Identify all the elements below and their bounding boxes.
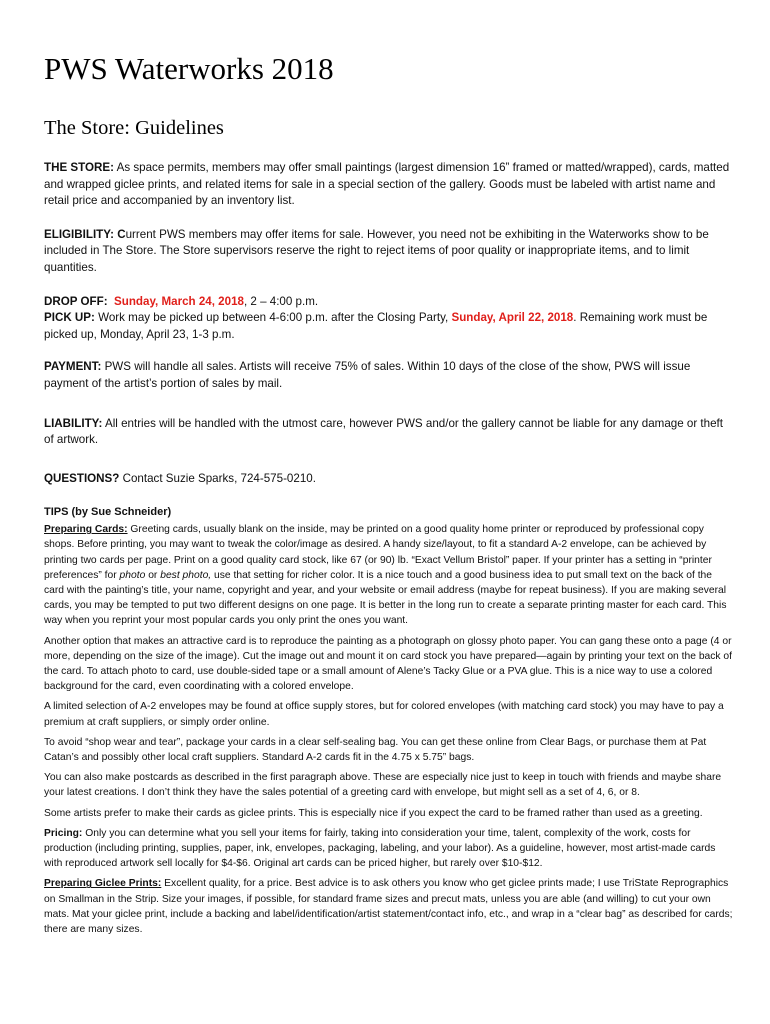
pickup-paragraph (44, 310, 734, 343)
pricing-text: Only you can determine what you sell your items for fairly, taking into consideration your time, talent, complexity of the work, costs for production (including printing, supplies, paper, ink, envelopes, packaging, labeling, and your labor). As a guideline, however, most artist-made cards with reproduced artwork sell locally for $4-$6. Original art cards can be priced higher, but rarely over $10-$12. (44, 827, 716, 870)
store-text: As space permits, members may offer small paintings (largest dimension 16” framed or matted/wrapped), cards, matted and wrapped giclee prints, and related items for sale in a special section of the gallery. Goods must be labeled with artist name and retail price and accompanied by an inventory list. (44, 161, 730, 208)
or-text: or (145, 569, 161, 581)
preparing-cards-text-2: use that setting for richer color. It is a nice touch and a good business idea to put small text on the back of the card with the painting’s title, your name, copyright and year, and your website or email address (maybe for repeat business). If you are making several cards, you may be tempted to put two different designs on one page. It is better in the long run to create a separate printing master for each card. This way when you reprint your most popular cards you only print the ones you want. (44, 569, 727, 627)
eligibility-text: urrent PWS members may offer items for sale. However, you need not be exhibiting in the Waterworks show to be included in The Store. The Store supervisors reserve the right to reject items of poor quality or inappropriate items, and to limit quantities. (44, 227, 709, 274)
postcards-paragraph: You can also make postcards as described in the first paragraph above. These are especially nice just to keep in touch with friends and maybe share your latest creations. I don’t think they have the sales potential of a greeting card with envelope, but might sell as a set of 4, 6, or 8. (44, 772, 722, 799)
best-photo-emphasis: best photo, (160, 569, 212, 581)
pickup-text-2: . Remaining work must be picked up, Monday, April 23, 1-3 p.m. (44, 311, 708, 341)
dropoff-time: , 2 – 4:00 p.m. (243, 294, 319, 308)
dropoff-label: DROP OFF: (44, 294, 108, 308)
preparing-cards-label: Preparing Cards: (44, 524, 128, 536)
shop-wear-paragraph: To avoid “shop wear and tear”, package your cards in a clear self-sealing bag. You can get these online from Clear Bags, or purchase them at Pat Catan’s and possibly other local craft suppliers. Standard A-2 cards fit in the 4.75 x 5.75” bags. (44, 736, 707, 764)
photo-emphasis: photo (119, 569, 146, 581)
questions-label: QUESTIONS? (44, 471, 120, 485)
store-label: THE STORE: (44, 161, 114, 174)
pricing-label: Pricing: (44, 827, 83, 839)
pricing-paragraph (44, 826, 734, 872)
preparing-cards-paragraph (44, 522, 734, 628)
liability-text: All entries will be handled with the utmost care, however PWS and/or the gallery cannot be liable for any damage or theft of artwork. (44, 416, 723, 447)
giclee-prints-paragraph (44, 876, 734, 937)
giclee-prints-text: Excellent quality, for a price. Best advice is to ask others you know who get giclee prints made; I use TriState Reprographics on Smallman in the Strip. Size your images, if possible, for standard frame sizes and precut mats, unless you are able (and willing) to cut your own mats. Mat your giclee print, include a backing and label/identification/artist statement/contact info, etc., and wrap in a “clear bag” as described for cards; there are many sizes. (44, 878, 733, 936)
liability-paragraph (44, 416, 734, 449)
giclee-prints-label: Preparing Giclee Prints: (44, 878, 162, 890)
document-title: PWS Waterworks 2018 (44, 51, 334, 86)
giclee-cards-paragraph: Some artists prefer to make their cards as giclee prints. This is especially nice if you expect the card to be framed rather than used as a greeting. (44, 807, 703, 819)
photo-card-paragraph: Another option that makes an attractive card is to reproduce the painting as a photograph on glossy photo paper. You can gang these onto a page (4 or more, depending on the size of the image). Cut the image out and mount it on card stock you have prepared—again by printing your text on the back of the card. To attach photo to card, use double-sided tape or a small amount of Alene’s Tacky Glue or a PVA glue. This is a nice way to use a colored background for the card, even coordinating with a colored envelope. (44, 635, 733, 693)
document-subtitle: The Store: Guidelines (44, 117, 224, 139)
pickup-text-1: Work may be picked up between 4-6:00 p.m. after the Closing Party, (94, 311, 452, 325)
liability-label: LIABILITY: (44, 416, 103, 430)
store-paragraph (44, 160, 734, 210)
eligibility-label: ELIGIBILITY: C (44, 227, 126, 241)
envelopes-paragraph: A limited selection of A-2 envelopes may be found at office supply stores, but for colored envelopes (with matching card stock) you may have to pay a premium at craft suppliers, or simply order online. (44, 701, 724, 728)
dropoff-date: Sunday, March 24, 2018 (114, 294, 244, 308)
pickup-label: PICK UP: (44, 311, 95, 325)
pickup-date: Sunday, April 22, 2018 (451, 311, 574, 325)
payment-label: PAYMENT: (44, 360, 102, 374)
questions-text: Contact Suzie Sparks, 724-575-0210. (119, 471, 316, 485)
payment-text: PWS will handle all sales. Artists will receive 75% of sales. Within 10 days of the close of the show, PWS will issue payment of the artist’s portion of sales by mail. (44, 360, 691, 390)
guidelines-section (44, 160, 734, 487)
questions-paragraph (44, 471, 734, 488)
eligibility-paragraph (44, 227, 734, 277)
tips-heading: TIPS (by Sue Schneider) (44, 506, 172, 518)
dropoff-paragraph (44, 294, 734, 311)
payment-paragraph (44, 359, 734, 392)
preparing-cards-text-1: Greeting cards, usually blank on the inside, may be printed on a good quality home printer or reproduced by professional copy shops. Before printing, you may want to tweak the color/image as desired. A handy size/layout, to fit a standard A-2 envelope, can be achieved by printing two cards per page. Print on a good quality card stock, like 67 (or 90) lb. “Exact Vellum Bristol” paper. If your printer has a setting in “printer preferences” for (44, 524, 712, 581)
tips-section (44, 505, 734, 942)
